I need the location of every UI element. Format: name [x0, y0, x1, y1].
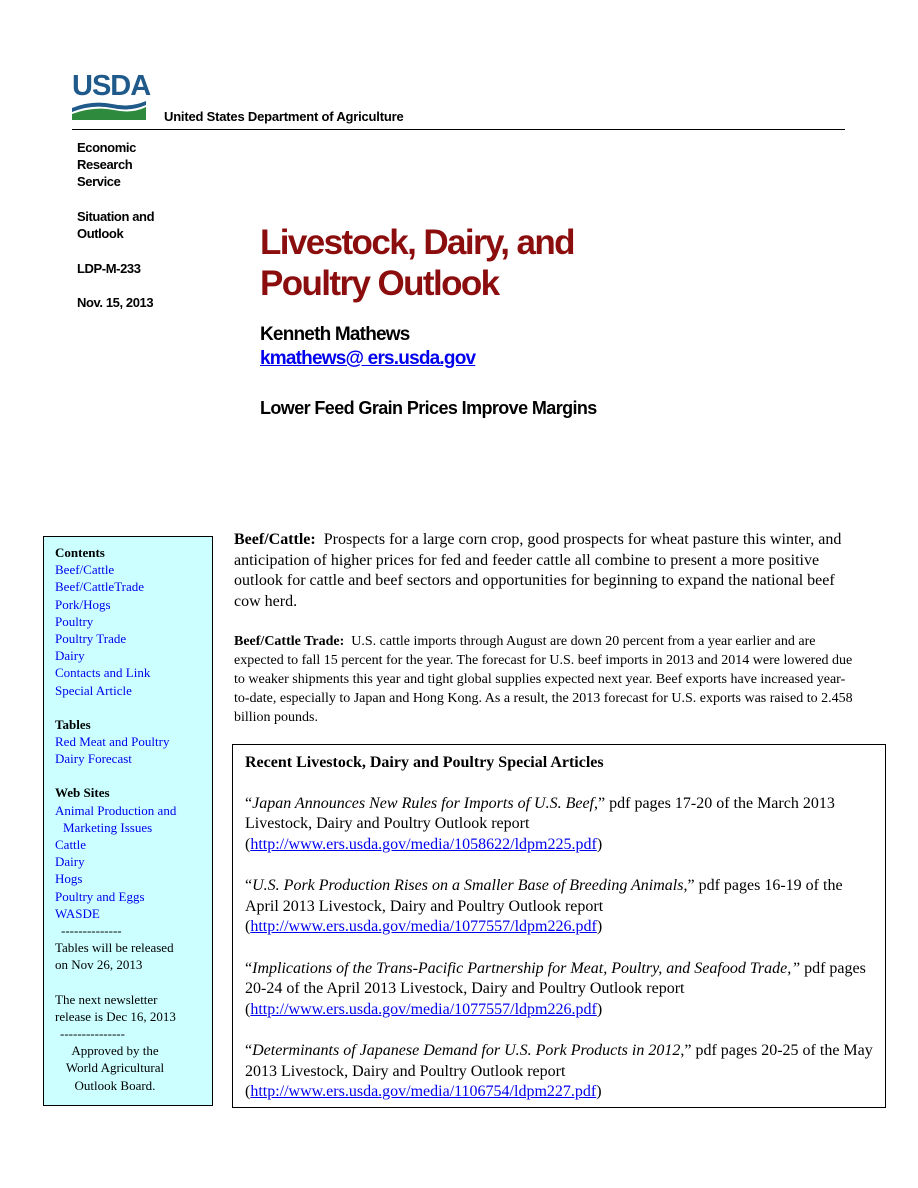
beef-cattle-trade-paragraph — [234, 632, 854, 727]
sidebar-separator: --------------- — [60, 1026, 125, 1042]
author-email[interactable]: kmathews@ ers.usda.gov — [260, 348, 476, 369]
sidebar-separator: -------------- — [61, 923, 122, 939]
usda-logo-swoosh-icon — [72, 98, 148, 124]
header-divider — [72, 129, 845, 130]
usda-logo — [72, 70, 151, 124]
contents-link-poultry[interactable]: Poultry — [55, 613, 94, 629]
usda-logo-text: USDA — [72, 70, 151, 102]
beef-cattle-paragraph — [234, 530, 854, 612]
article-title: Determinants of Japanese Demand for U.S. Pork Products in 2012 — [252, 1042, 681, 1059]
approval-note: Approved by the — [71, 1043, 159, 1059]
article-title: Japan Announces New Rules for Imports of U.S. Beef — [252, 794, 594, 812]
article-detail: pdf pages 20-24 of the April 2013 Livestock, Dairy and Poultry Outlook report — [245, 959, 866, 997]
article-title: Implications of the Trans-Pacific Partnership for Meat, Poultry, and Seafood Trade,” — [252, 959, 801, 977]
article-link[interactable]: http://www.ers.usda.gov/media/1106754/ldpm227.pdf — [250, 1083, 597, 1100]
contents-link-beef-cattle-trade[interactable]: Beef/CattleTrade — [55, 579, 145, 595]
tables-heading: Tables — [55, 716, 91, 732]
newsletter-release-note: The next newsletter — [55, 991, 158, 1007]
websites-heading: Web Sites — [55, 785, 110, 801]
article-detail: pdf pages 20-25 of the May 2013 Livestock, Dairy and Poultry Outlook report — [245, 1042, 873, 1080]
department-name: United States Department of Agriculture — [164, 109, 404, 124]
article-link[interactable]: http://www.ers.usda.gov/media/1077557/ldpm226.pdf — [250, 1000, 597, 1018]
special-article-item: “Japan Announces New Rules for Imports of U.S. Beef,” pdf pages 17-20 of the March 2013 Livestock, Dairy and Poultry Outlook report (http://www.ers.usda.gov/media/1058622/ldpm225.pdf) — [245, 794, 835, 853]
agency-name: Economic Research Service — [77, 140, 136, 189]
beef-cattle-lead: Beef/Cattle: — [234, 531, 316, 548]
special-articles-box — [232, 744, 886, 1108]
contents-link-pork-hogs[interactable]: Pork/Hogs — [55, 596, 111, 612]
contents-link-beef-cattle[interactable]: Beef/Cattle — [55, 562, 115, 578]
beef-cattle-trade-text: U.S. cattle imports through August are down 20 percent from a year earlier and are expected to fall 15 percent for the year. The forecast for U.S. beef imports in 2013 and 2014 were lowered due to weaker shipments this year and tight global supplies expected next year. Beef exports have increased year-to-date, especially to Japan and Hong Kong. As a result, the 2013 forecast for U.S. exports was raised to 2.458 billion pounds. — [234, 634, 853, 725]
article-link[interactable]: http://www.ers.usda.gov/media/1077557/ldpm226.pdf — [250, 918, 597, 935]
beef-cattle-text: Prospects for a large corn crop, good prospects for wheat pasture this winter, and anticipation of higher prices for fed and feeder cattle all combine to present a more positive outlook for cattle and beef sectors and opportunities for beginning to expand the national beef cow herd. — [234, 531, 842, 610]
website-link-wasde[interactable]: WASDE — [55, 905, 100, 921]
special-article-item: “U.S. Pork Production Rises on a Smaller Base of Breeding Animals,” pdf pages 16-19 of the April 2013 Livestock, Dairy and Poultry Outlook report (http://www.ers.usda.gov/media/1077557/ldpm226.pdf) — [245, 877, 843, 935]
website-link-poultry-eggs[interactable]: Poultry and Eggs — [55, 888, 145, 904]
report-date: Nov. 15, 2013 — [77, 295, 154, 310]
contents-link-contacts[interactable]: Contacts and Link — [55, 665, 151, 681]
sidebar: Contents Beef/Cattle Beef/CattleTrade Pork/Hogs Poultry Poultry Trade Dairy Contacts and Link Special Article Tables Red Meat and Poultry Dairy Forecast Web Sites Animal Production and Marketing Issues Cattle Dairy Hogs Poultry and Eggs WASDE -------------- Tables will be released on Nov 26, 2013 The next newsletter release is Dec 16, 2013 --------------- Approved by the World Agricultural Outlook Board. — [43, 536, 213, 1106]
report-title: Livestock, Dairy, and Poultry Outlook — [260, 223, 574, 303]
series-name: Situation and Outlook — [77, 209, 155, 241]
article-detail: pdf pages 16-19 of the April 2013 Livestock, Dairy and Poultry Outlook report — [245, 877, 843, 915]
special-article-item: “Implications of the Trans-Pacific Partnership for Meat, Poultry, and Seafood Trade,” pdf pages 20-24 of the April 2013 Livestock, Dairy and Poultry Outlook report (http://www.ers.usda.gov/media/1077557/ldpm226.pdf) — [245, 959, 866, 1018]
website-link-cattle[interactable]: Cattle — [55, 837, 87, 853]
author-email-link[interactable] — [260, 348, 475, 370]
contents-heading: Contents — [55, 545, 105, 560]
report-id: LDP-M-233 — [77, 261, 141, 276]
website-link-animal-production[interactable]: Animal Production and — [55, 802, 177, 818]
article-detail: pdf pages 17-20 of the March 2013 Livestock, Dairy and Poultry Outlook report — [245, 794, 835, 832]
special-article-item: “Determinants of Japanese Demand for U.S. Pork Products in 2012,” pdf pages 20-25 of the May 2013 Livestock, Dairy and Poultry Outlook report (http://www.ers.usda.gov/media/1106754/ldpm227.pdf) — [245, 1042, 873, 1100]
website-link-marketing-issues[interactable]: Marketing Issues — [63, 819, 153, 835]
author-name: Kenneth Mathews — [260, 324, 410, 345]
article-link[interactable]: http://www.ers.usda.gov/media/1058622/ldpm225.pdf — [250, 835, 597, 853]
website-link-hogs[interactable]: Hogs — [55, 871, 83, 887]
contents-link-special-article[interactable]: Special Article — [55, 682, 132, 698]
beef-cattle-trade-lead: Beef/Cattle Trade: — [234, 634, 345, 649]
article-title: U.S. Pork Production Rises on a Smaller Base of Breeding Animals — [252, 877, 684, 894]
tables-release-note: Tables will be released — [55, 940, 174, 956]
report-subtitle: Lower Feed Grain Prices Improve Margins — [260, 398, 597, 418]
special-articles-title: Recent Livestock, Dairy and Poultry Special Articles — [245, 754, 604, 771]
contents-link-poultry-trade[interactable]: Poultry Trade — [55, 631, 127, 647]
website-link-dairy[interactable]: Dairy — [55, 854, 85, 870]
contents-link-dairy[interactable]: Dairy — [55, 648, 85, 664]
tables-link-dairy-forecast[interactable]: Dairy Forecast — [55, 751, 132, 767]
tables-link-red-meat-poultry[interactable]: Red Meat and Poultry — [55, 734, 170, 750]
